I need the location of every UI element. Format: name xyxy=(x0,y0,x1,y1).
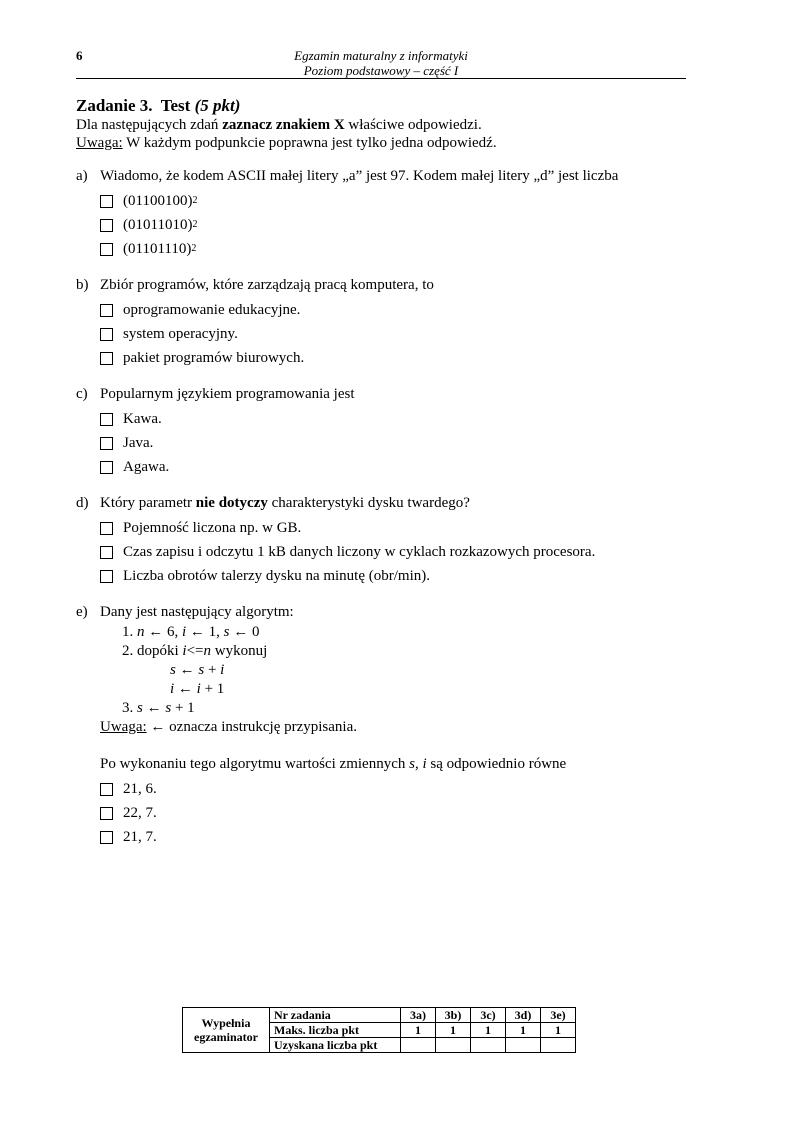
checkbox[interactable] xyxy=(100,570,113,583)
option-e1[interactable]: 21, 6. xyxy=(76,777,716,801)
earned-cell[interactable] xyxy=(541,1038,576,1053)
checkbox[interactable] xyxy=(100,413,113,426)
row-label-earned-points: Uzyskana liczba pkt xyxy=(270,1038,401,1053)
checkbox[interactable] xyxy=(100,461,113,474)
option-a3[interactable]: (01101110) 2 xyxy=(76,237,716,261)
task-content xyxy=(76,95,716,849)
task-title: Zadanie 3. Test (5 pkt) xyxy=(76,96,241,115)
option-b1[interactable]: oprogramowanie edukacyjne. xyxy=(76,298,716,322)
question-c: c) Popularnym językiem programowania jest Kawa. Java. Agawa. xyxy=(76,385,716,479)
algo-step-2b: i ← i + 1 xyxy=(170,681,225,697)
algo-step-3: 3. s ← s + 1 xyxy=(122,700,195,716)
question-a-text: Wiadomo, że kodem ASCII małej litery „a” jest 97. Kodem małej litery „d” jest liczba xyxy=(100,168,619,184)
question-a: a) Wiadomo, że kodem ASCII małej litery „a” jest 97. Kodem małej litery „d” jest liczba (01100100) 2 (01011010) 2 (01101110) 2 xyxy=(76,167,716,261)
algo-step-1: 1. n ← 6, i ← 1, s ← 0 xyxy=(122,624,260,640)
question-b-text: Zbiór programów, które zarządzają pracą komputera, to xyxy=(100,277,434,293)
checkbox[interactable] xyxy=(100,437,113,450)
algo-step-2: 2. dopóki i<=n wykonuj xyxy=(122,643,268,659)
checkbox[interactable] xyxy=(100,219,113,232)
question-b: b) Zbiór programów, które zarządzają pracą komputera, to oprogramowanie edukacyjne. system operacyjny. pakiet programów biurowych. xyxy=(76,276,716,370)
row-label-max-points: Maks. liczba pkt xyxy=(270,1023,401,1038)
question-e-text: Dany jest następujący algorytm: xyxy=(100,604,294,620)
option-e2[interactable]: 22, 7. xyxy=(76,801,716,825)
question-e-prompt: Po wykonaniu tego algorytmu wartości zmiennych s, i są odpowiednio równe xyxy=(100,756,567,772)
option-d2[interactable]: Czas zapisu i odczytu 1 kB danych liczony w cyklach rozkazowych procesora. xyxy=(76,540,716,564)
question-d-text: Który parametr nie dotyczy charakterystyki dysku twardego? xyxy=(100,495,470,511)
option-c1[interactable]: Kawa. xyxy=(76,407,716,431)
option-d3[interactable]: Liczba obrotów talerzy dysku na minutę (obr/min). xyxy=(76,564,716,588)
page-header xyxy=(76,48,686,79)
task-instruction: Dla następujących zdań zaznacz znakiem X właściwe odpowiedzi. xyxy=(76,117,482,133)
page-number: 6 xyxy=(76,48,83,63)
checkbox[interactable] xyxy=(100,807,113,820)
earned-cell[interactable] xyxy=(436,1038,471,1053)
option-b2[interactable]: system operacyjny. xyxy=(76,322,716,346)
checkbox[interactable] xyxy=(100,831,113,844)
checkbox[interactable] xyxy=(100,352,113,365)
checkbox[interactable] xyxy=(100,546,113,559)
algo-step-2a: s ← s + i xyxy=(170,662,225,678)
header-title xyxy=(76,48,686,78)
question-e: e) Dany jest następujący algorytm: 1. n ← 6, i ← 1, s ← 0 2. dopóki i<=n wykonuj s ← s + i i ← i + 1 3. s ← s + 1 Uwaga: ← oznacza instrukcję przypisania. Po wykonaniu tego algorytmu wartości zmiennych s, i są odpowiednio równe 21, 6. 22, 7. 21, 7. xyxy=(76,603,716,849)
checkbox[interactable] xyxy=(100,304,113,317)
option-c3[interactable]: Agawa. xyxy=(76,455,716,479)
examiner-label: Wypełnia egzaminator xyxy=(183,1008,270,1053)
header-title-line1: Egzamin maturalny z informatyki xyxy=(294,48,468,63)
option-c2[interactable]: Java. xyxy=(76,431,716,455)
question-d: d) Który parametr nie dotyczy charakterystyki dysku twardego? Pojemność liczona np. w GB. Czas zapisu i odczytu 1 kB danych liczony w cyklach rozkazowych procesora. Liczba obrotów talerzy dysku na minutę (obr/min). xyxy=(76,494,716,588)
earned-cell[interactable] xyxy=(401,1038,436,1053)
checkbox[interactable] xyxy=(100,522,113,535)
option-b3[interactable]: pakiet programów biurowych. xyxy=(76,346,716,370)
header-title-line2: Poziom podstawowy – część I xyxy=(303,63,459,78)
checkbox[interactable] xyxy=(100,195,113,208)
checkbox[interactable] xyxy=(100,243,113,256)
earned-cell[interactable] xyxy=(471,1038,506,1053)
algorithm-note: Uwaga: ← oznacza instrukcję przypisania. xyxy=(100,719,357,735)
option-a2[interactable]: (01011010) 2 xyxy=(76,213,716,237)
option-a1[interactable]: (01100100) 2 xyxy=(76,189,716,213)
row-label-task-no: Nr zadania xyxy=(270,1008,401,1023)
algorithm xyxy=(76,623,716,718)
checkbox[interactable] xyxy=(100,783,113,796)
option-e3[interactable]: 21, 7. xyxy=(76,825,716,849)
checkbox[interactable] xyxy=(100,328,113,341)
score-table: Wypełnia egzaminator Nr zadania 3a) 3b) 3c) 3d) 3e) Maks. liczba pkt 1 1 1 1 1 Uzyskana liczba pkt xyxy=(182,1007,576,1053)
option-d1[interactable]: Pojemność liczona np. w GB. xyxy=(76,516,716,540)
task-note: Uwaga: W każdym podpunkcie poprawna jest tylko jedna odpowiedź. xyxy=(76,135,497,151)
question-c-text: Popularnym językiem programowania jest xyxy=(100,386,355,402)
earned-cell[interactable] xyxy=(506,1038,541,1053)
